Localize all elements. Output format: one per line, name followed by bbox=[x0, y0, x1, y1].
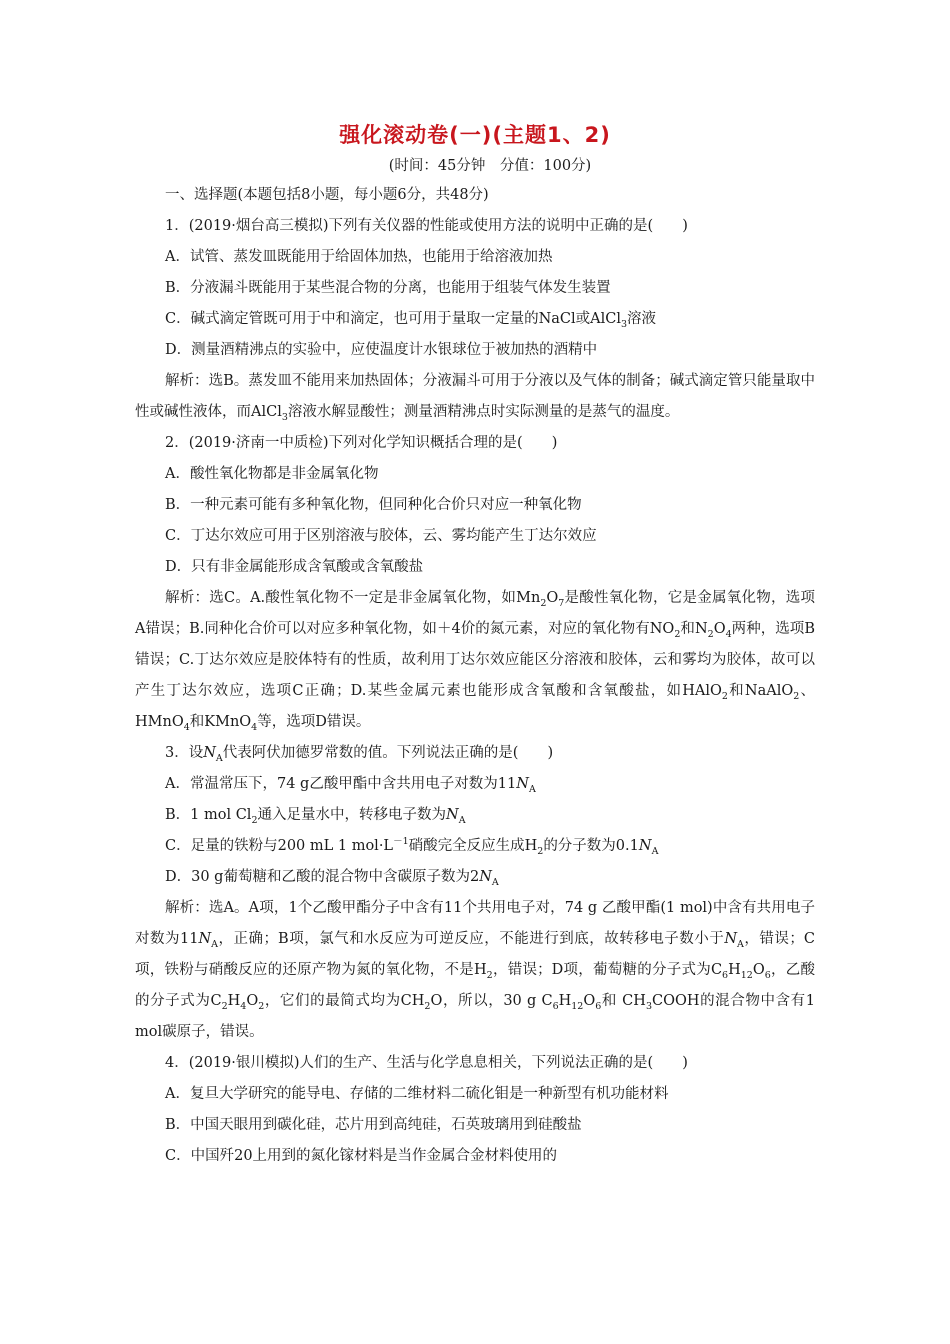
section-heading: 一、选择题(本题包括8小题，每小题6分，共48分) bbox=[165, 187, 489, 203]
q4-option-c: C．中国歼20上用到的氮化镓材料是当作金属合金材料使用的 bbox=[165, 1148, 558, 1164]
q1-option-c: C．碱式滴定管既可用于中和滴定，也可用于量取一定量的NaCl或AlCl$_3$溶液 bbox=[165, 311, 657, 330]
exam-info: (时间：45分钟 分值：100分) bbox=[388, 158, 592, 174]
q1-stem: 1．(2019·烟台高三模拟)下列有关仪器的性能或使用方法的说明中正确的是( ) bbox=[165, 218, 688, 234]
q3-analysis: 解析：选A。A项，1个乙酸甲酯分子中含有11个共用电子对，74 g 乙酸甲酯(1 mol)中含有共用电子对数为$11N_A$，正确；B项，氯气和水反应为可逆反应，不能进行到底，故转移电子数小于$N_A$，错误；C项，铁粉与硝酸反应的还原产物为氮的氧化物，不是$H_2$，错误；D项，葡萄糖的分子式为$C_6H_{12}O_6$，乙酸的分子式为$C_2H_4O_2$，它们的最简式均为$CH_2O$，所以，30 g $C_6H_{12}O_6$和 $CH_3COOH$的混合物中含有1 mol碳原子，错误。 bbox=[135, 900, 816, 1040]
q3-option-a: A．常温常压下，74 g乙酸甲酯中含共用电子对数为$11N_A$ bbox=[165, 776, 536, 795]
q4-stem: 4．(2019·银川模拟)人们的生产、生活与化学息息相关，下列说法正确的是( ) bbox=[165, 1055, 688, 1071]
q2-option-c: C．丁达尔效应可用于区别溶液与胶体，云、雾均能产生丁达尔效应 bbox=[165, 528, 597, 544]
q3-option-d: D．30 g葡萄糖和乙酸的混合物中含碳原子数为$2N_A$ bbox=[165, 869, 499, 888]
q3-option-c: C．足量的铁粉与200 mL 1 $mol\cdot L^{-1}$硝酸完全反应生成$H_2$的分子数为$0.1N_A$ bbox=[165, 836, 659, 857]
q1-option-b: B．分液漏斗既能用于某些混合物的分离，也能用于组装气体发生装置 bbox=[165, 280, 611, 296]
document-page bbox=[135, 118, 815, 1172]
q3-stem: 3．设$N_A$代表阿伏加德罗常数的值。下列说法正确的是( ) bbox=[165, 745, 554, 764]
q2-option-b: B．一种元素可能有多种氧化物，但同种化合价只对应一种氧化物 bbox=[165, 497, 582, 513]
q4-option-b: B．中国天眼用到碳化硅，芯片用到高纯硅，石英玻璃用到硅酸盐 bbox=[165, 1117, 582, 1133]
q1-option-d: D．测量酒精沸点的实验中，应使温度计水银球位于被加热的酒精中 bbox=[165, 342, 598, 358]
q2-option-a: A．酸性氧化物都是非金属氧化物 bbox=[165, 466, 379, 482]
q1-option-a: A．试管、蒸发皿既能用于给固体加热，也能用于给溶液加热 bbox=[165, 249, 553, 265]
q2-option-d: D．只有非金属能形成含氧酸或含氧酸盐 bbox=[165, 559, 424, 575]
q1-analysis: 解析：选B。蒸发皿不能用来加热固体；分液漏斗可用于分液以及气体的制备；碱式滴定管只能量取中性或碱性液体，而AlCl$_3$溶液水解显酸性；测量酒精沸点时实际测量的是蒸气的温度。 bbox=[135, 373, 815, 423]
page-title: 强化滚动卷(一)(主题1、2) bbox=[339, 123, 611, 147]
q3-option-b: B．1 mol $Cl_2$通入足量水中，转移电子数为$N_A$ bbox=[165, 807, 466, 826]
q2-stem: 2．(2019·济南一中质检)下列对化学知识概括合理的是( ) bbox=[165, 435, 558, 451]
q4-option-a: A．复旦大学研究的能导电、存储的二维材料二硫化钼是一种新型有机功能材料 bbox=[165, 1086, 669, 1102]
q2-analysis: 解析：选C。A.酸性氧化物不一定是非金属氧化物，如$Mn_2O_7$是酸性氧化物，它是金属氧化物，选项A错误；B.同种化合价可以对应多种氧化物，如＋4价的氮元素，对应的氧化物有$NO_2$和$N_2O_4$两种，选项B错误；C.丁达尔效应是胶体特有的性质，故利用丁达尔效应能区分溶液和胶体，云和雾均为胶体，故可以产生丁达尔效应，选项C正确；D.某些金属元素也能形成含氧酸和含氧酸盐，如HAlO$_2$和NaAlO$_2$、HMnO$_4$和KMnO$_4$等，选项D错误。 bbox=[135, 590, 816, 733]
